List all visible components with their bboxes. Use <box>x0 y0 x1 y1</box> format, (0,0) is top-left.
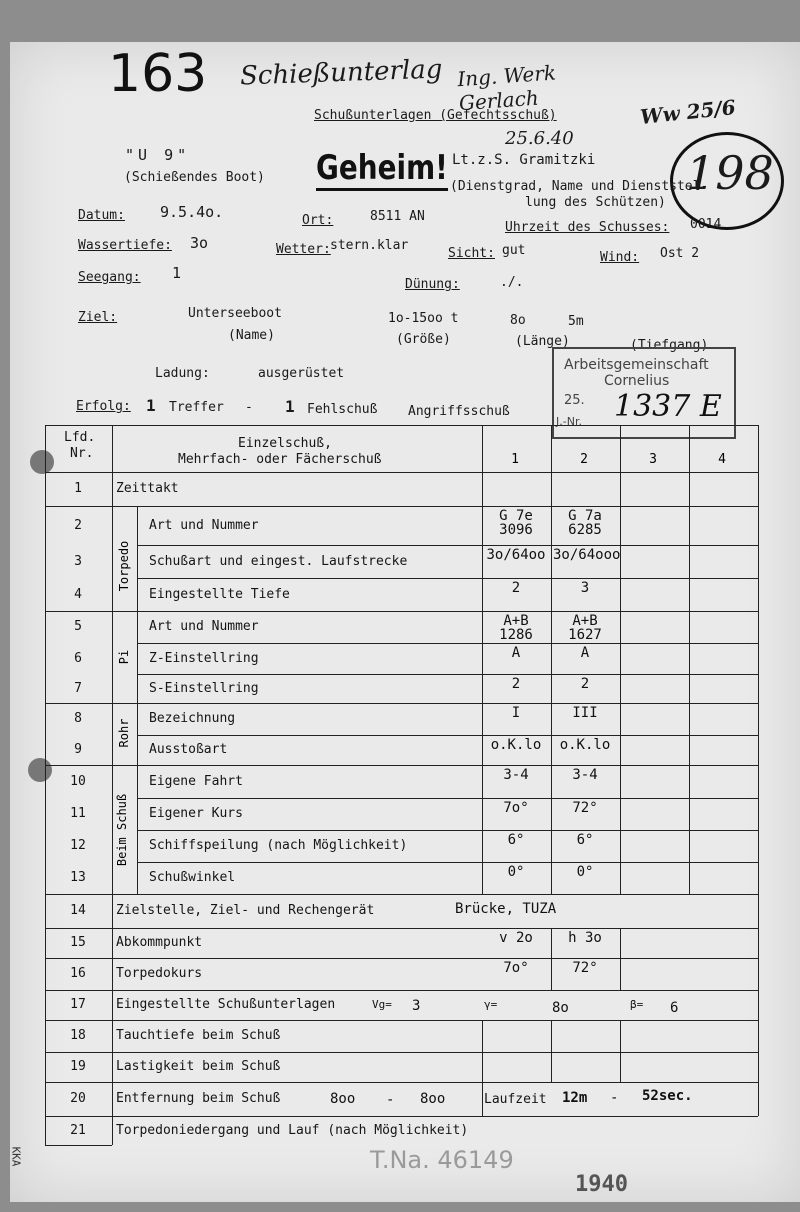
duenung-label: Dünung: <box>405 277 460 292</box>
boat-name: "U 9" <box>125 146 191 164</box>
table-rule <box>45 1052 758 1053</box>
row-value-1: I <box>511 705 521 721</box>
row-value-2: 3o/64ooo <box>553 547 621 563</box>
erfolg-hits: 1 <box>146 396 156 415</box>
table-rule <box>112 425 113 1145</box>
row-value-2: 2 <box>580 676 590 692</box>
table-rule <box>758 425 759 1116</box>
row-value-combined: Brücke, TUZA <box>455 901 557 917</box>
row-value-1: o.K.lo <box>490 737 542 753</box>
row-value-2: 3-4 <box>572 767 598 783</box>
wetter-label: Wetter: <box>276 242 331 257</box>
header-nr: Nr. <box>70 446 94 461</box>
table-rule <box>45 958 758 959</box>
document-number: 163 <box>108 44 208 104</box>
ziel-label: Ziel: <box>78 310 118 325</box>
table-rule <box>137 735 758 736</box>
row-number: 17 <box>70 997 86 1012</box>
laufzeit-label: Laufzeit <box>484 1092 547 1107</box>
ziel-size-caption: (Größe) <box>396 332 451 347</box>
stamp-jnr-label: J.-Nr. <box>556 415 582 428</box>
table-rule <box>482 1020 483 1082</box>
row-label: Eigene Fahrt <box>149 773 243 789</box>
sicht-label: Sicht: <box>448 246 495 261</box>
row-value-1: 3-4 <box>503 767 529 783</box>
row-number: 11 <box>70 806 86 821</box>
vg-value: 3 <box>412 998 421 1014</box>
header-col-3: 3 <box>649 452 657 467</box>
row-value-1: G 7e 3096 <box>499 508 533 538</box>
table-rule <box>45 1116 758 1117</box>
uhrzeit-label: Uhrzeit des Schusses: <box>505 220 670 235</box>
ziel-name: Unterseeboot <box>188 306 282 321</box>
row-value-2: 72° <box>572 960 598 976</box>
table-rule <box>620 1020 621 1082</box>
tna-stamp: T.Na. 46149 <box>370 1146 514 1174</box>
row-value-2: 72° <box>572 800 598 816</box>
table-rule <box>45 703 758 704</box>
shooter-caption-1: (Dienstgrad, Name und Dienststel- <box>450 179 709 194</box>
secret-stamp: Geheim! <box>316 148 448 191</box>
table-rule <box>45 506 758 507</box>
table-rule <box>137 674 758 675</box>
laufzeit-dash: - <box>610 1090 619 1106</box>
group-rohr: Rohr <box>117 718 131 748</box>
row-number: 19 <box>70 1059 86 1074</box>
vg-label: Vg= <box>372 998 392 1011</box>
table-rule <box>482 425 483 894</box>
table-rule <box>45 472 758 473</box>
table-rule <box>137 830 758 831</box>
circled-number-text: 198 <box>686 146 774 200</box>
seegang-label: Seegang: <box>78 270 141 285</box>
table-rule <box>620 928 621 990</box>
handwritten-note-top: Schießunterlag <box>239 54 443 92</box>
row-number: 18 <box>70 1028 86 1043</box>
erfolg-dash: - <box>245 400 253 415</box>
laufzeit-sec: 52sec. <box>642 1088 693 1104</box>
row-number: 3 <box>74 553 82 569</box>
header-col-4: 4 <box>718 452 726 467</box>
seegang-value: 1 <box>172 264 182 282</box>
gamma-label: γ= <box>484 998 498 1011</box>
row-value-2: 8oo <box>420 1091 446 1107</box>
stamp-line-2: Cornelius <box>604 373 670 389</box>
table-rule <box>137 643 758 644</box>
row-number: 10 <box>70 773 86 789</box>
row-value-1: 0° <box>507 864 525 880</box>
handwritten-date: 25.6.40 <box>505 128 574 149</box>
row-number: 15 <box>70 935 86 950</box>
erfolg-hits-label: Treffer <box>169 400 224 415</box>
erfolg-miss-label: Fehlschuß <box>307 402 378 417</box>
ziel-draft-caption: (Tiefgang) <box>630 338 709 353</box>
row-value-1: 8oo <box>330 1091 356 1107</box>
table-rule <box>137 798 758 799</box>
laufzeit-min: 12m <box>562 1090 588 1106</box>
row-value-1: 3o/64oo <box>486 547 546 563</box>
row-value-1: A <box>511 645 521 661</box>
distance-dash: - <box>386 1092 395 1108</box>
row-value-1: A+B 1286 <box>499 613 533 643</box>
row-label: Entfernung beim Schuß <box>116 1091 281 1106</box>
wassertiefe-value: 3o <box>190 234 209 252</box>
row-number: 5 <box>74 619 82 634</box>
shooter-name: Lt.z.S. Gramitzki <box>452 152 596 168</box>
beta-label: β= <box>630 998 644 1011</box>
table-rule <box>45 765 758 766</box>
stamp-jnr-value: 1337 E <box>614 389 722 424</box>
boat-caption: (Schießendes Boot) <box>124 170 265 185</box>
beta-value: 6 <box>670 1000 679 1016</box>
table-rule <box>137 506 138 894</box>
row-number: 14 <box>70 903 86 918</box>
handwritten-initials: Ww 25/6 <box>639 95 737 129</box>
ladung-label: Ladung: <box>155 366 210 381</box>
ziel-length: 8o <box>510 313 526 328</box>
header-title-line2: Mehrfach- oder Fächerschuß <box>178 452 382 467</box>
row-value-2: 6° <box>576 832 594 848</box>
table-rule <box>551 425 552 894</box>
wetter-value: stern.klar <box>330 238 409 253</box>
uhrzeit-value: 0014 <box>690 217 722 232</box>
row-number: 1 <box>74 481 82 496</box>
row-label: Abkommpunkt <box>116 935 203 950</box>
row-value-2: 3 <box>580 580 590 596</box>
row-value-2: o.K.lo <box>559 737 611 753</box>
row-label: Schiffspeilung (nach Möglichkeit) <box>149 838 408 853</box>
row-label: Bezeichnung <box>149 711 236 726</box>
row-label: Eigener Kurs <box>149 806 243 821</box>
row-number: 2 <box>74 517 82 533</box>
table-rule <box>689 425 690 894</box>
wassertiefe-label: Wassertiefe: <box>78 238 172 253</box>
row-label: Art und Nummer <box>149 517 259 533</box>
row-label: Lastigkeit beim Schuß <box>116 1059 281 1074</box>
row-label: Zielstelle, Ziel- und Rechengerät <box>116 903 375 918</box>
row-label: Eingestellte Tiefe <box>149 586 290 602</box>
row-number: 20 <box>70 1091 86 1106</box>
table-rule <box>551 928 552 990</box>
table-rule <box>620 425 621 894</box>
ort-value: 8511 AN <box>370 209 425 224</box>
row-number: 6 <box>74 650 82 666</box>
row-value-2: G 7a 6285 <box>568 508 602 538</box>
ladung-value: ausgerüstet <box>258 366 345 381</box>
form-title: Schußunterlagen (Gefechtsschuß) <box>314 108 557 123</box>
erfolg-label: Erfolg: <box>76 399 131 414</box>
row-value-1: 2 <box>511 580 521 596</box>
stamp-date: 25. <box>564 393 585 408</box>
row-number: 8 <box>74 711 82 726</box>
row-value-2: A <box>580 645 590 661</box>
table-rule <box>137 578 758 579</box>
row-number: 16 <box>70 966 86 981</box>
row-label: Torpedokurs <box>116 966 203 981</box>
row-label: Schußart und eingest. Laufstrecke <box>149 553 408 569</box>
gamma-value: 8o <box>552 1000 569 1016</box>
sicht-value: gut <box>502 243 526 258</box>
table-rule <box>45 1145 112 1146</box>
row-number: 12 <box>70 838 86 853</box>
row-number: 7 <box>74 680 82 696</box>
row-value-2: h 3o <box>568 930 602 946</box>
row-label: Tauchtiefe beim Schuß <box>116 1028 281 1043</box>
ziel-length-caption: (Länge) <box>515 334 570 349</box>
header-col-2: 2 <box>580 452 588 467</box>
row-value-1: 2 <box>511 676 521 692</box>
row-value-2: 0° <box>576 864 594 880</box>
erfolg-type: Angriffsschuß <box>408 404 510 419</box>
row-label: Torpedoniedergang und Lauf (nach Möglichkeit) <box>116 1122 469 1138</box>
side-mark: KKA <box>9 1146 23 1167</box>
group-beim-schuss: Beim Schuß <box>115 793 129 867</box>
row-number: 4 <box>74 586 82 602</box>
header-title-line1: Einzelschuß, <box>238 436 332 451</box>
row-label: Art und Nummer <box>149 619 259 634</box>
table-rule <box>45 1082 758 1083</box>
table-rule <box>45 894 758 895</box>
datum-label: Datum: <box>78 208 125 223</box>
table-rule <box>45 990 758 991</box>
row-number: 9 <box>74 742 82 757</box>
year-stamp: 1940 <box>575 1172 628 1197</box>
erfolg-miss: 1 <box>285 397 295 416</box>
group-torpedo: Torpedo <box>117 540 131 592</box>
table-rule <box>137 862 758 863</box>
duenung-value: ./. <box>500 275 524 290</box>
datum-value: 9.5.4o. <box>160 203 224 221</box>
row-label: Eingestellte Schußunterlagen <box>116 997 336 1012</box>
ort-label: Ort: <box>302 213 334 228</box>
row-label: Zeittakt <box>116 481 179 496</box>
table-rule <box>137 545 758 546</box>
row-number: 21 <box>70 1122 86 1138</box>
stamp-line-1: Arbeitsgemeinschaft <box>564 357 709 373</box>
table-rule <box>45 1020 758 1021</box>
row-number: 13 <box>70 870 86 885</box>
ziel-draft: 5m <box>568 314 584 329</box>
row-label: Schußwinkel <box>149 870 236 885</box>
table-rule <box>482 1082 483 1116</box>
row-label: Ausstoßart <box>149 742 228 757</box>
ziel-size: 1o-15oo t <box>388 311 459 326</box>
row-value-1: 6° <box>507 832 525 848</box>
row-label: S-Einstellring <box>149 680 259 696</box>
shooter-caption-2: lung des Schützen) <box>525 195 666 210</box>
header-lfd: Lfd. <box>64 430 96 445</box>
row-value-1: 7o° <box>503 960 529 976</box>
ziel-name-caption: (Name) <box>228 328 275 343</box>
header-col-1: 1 <box>511 452 519 467</box>
wind-value: Ost 2 <box>660 246 700 261</box>
handwritten-note-right: Ing. Werk Gerlach <box>456 60 557 116</box>
row-value-2: III <box>572 705 598 721</box>
group-pi: Pi <box>117 649 131 665</box>
table-rule <box>551 1020 552 1082</box>
wind-label: Wind: <box>600 250 640 265</box>
table-rule <box>45 425 46 1145</box>
table-rule <box>45 611 758 612</box>
row-value-1: v 2o <box>499 930 533 946</box>
row-value-1: 7o° <box>503 800 529 816</box>
table-rule <box>45 928 758 929</box>
table-rule <box>45 425 758 426</box>
row-label: Z-Einstellring <box>149 650 259 666</box>
row-value-2: A+B 1627 <box>568 613 602 643</box>
